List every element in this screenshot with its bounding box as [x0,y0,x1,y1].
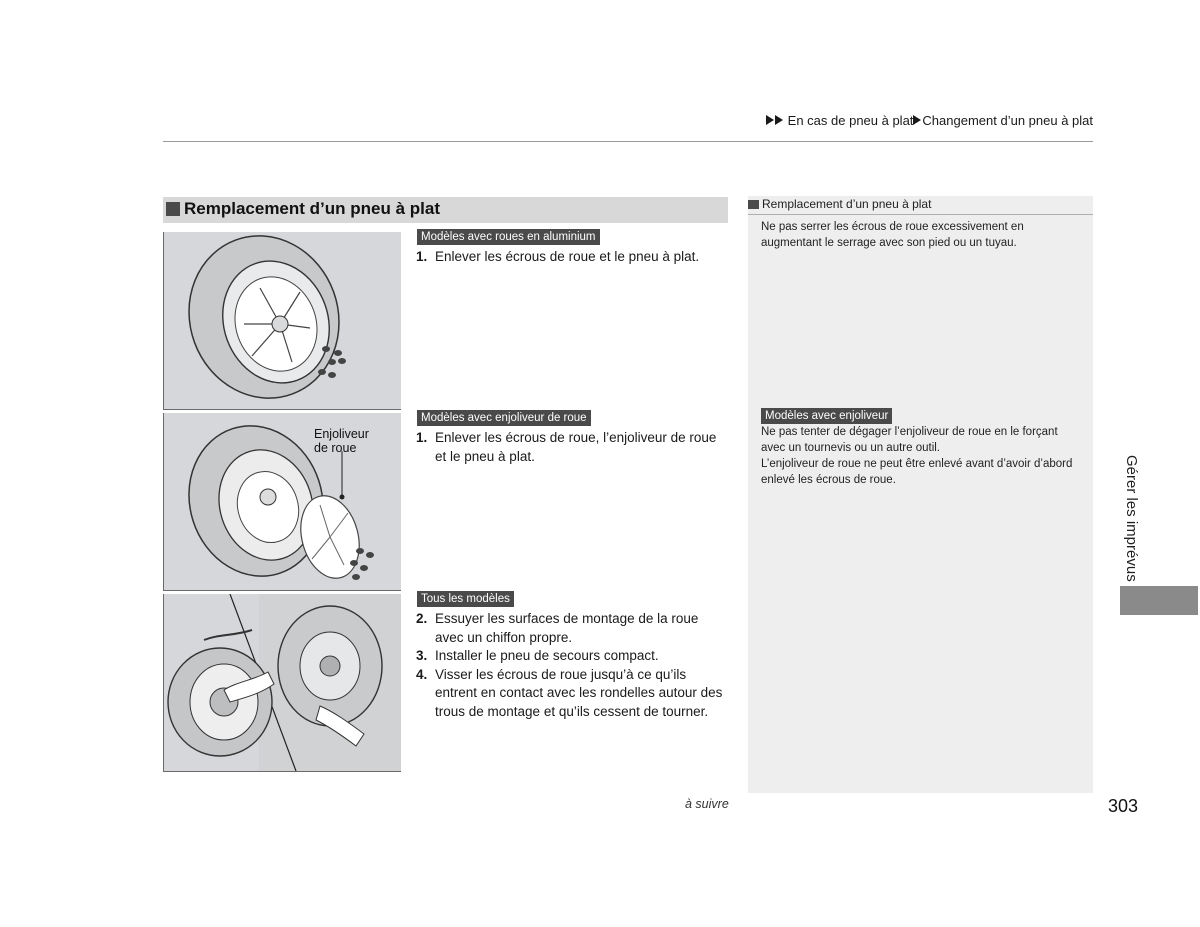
model-tag-wheel-cover: Modèles avec enjoliveur de roue [417,410,591,426]
step-text: Installer le pneu de secours compact. [435,648,659,663]
header-rule [163,141,1093,142]
step-item [416,248,730,267]
step-number: 1. [416,249,428,264]
side-note-tightening: Ne pas serrer les écrous de roue excessivement en augmentant le serrage avec son pied ou un tuyau. [761,221,1024,249]
side-note-cover [761,424,1081,488]
illustration-aluminium-wheel [163,232,401,410]
section-square-icon [166,202,180,216]
side-notes-panel [748,196,1093,793]
illustration-wipe-mount [163,594,401,772]
step-number: 3. [416,648,428,663]
chapter-tab[interactable] [1120,586,1198,615]
model-tag-all-models: Tous les modèles [417,591,514,607]
step-item [416,666,730,722]
page-number: 303 [1108,796,1139,816]
step-item [416,610,730,647]
step-item [416,647,730,666]
step-number: 4. [416,666,428,682]
step-text: Enlever les écrous de roue et le pneu à plat. [435,249,700,264]
section-header [163,197,728,223]
model-tag-aluminium: Modèles avec roues en aluminium [417,229,600,245]
steps-all-models [416,610,730,721]
breadcrumb-part-1[interactable]: En cas de pneu à plat [787,113,914,128]
breadcrumb-arrow-icon [766,115,774,125]
steps-wheel-cover [416,429,730,466]
side-notes-header [748,196,1093,215]
breadcrumb-part-2[interactable]: Changement d’un pneu à plat [922,113,1093,128]
side-note-cover-b: L’enjoliveur de roue ne peut être enlevé avant d’avoir d’abord enlevé les écrous de roue. [761,458,1073,486]
breadcrumb [766,113,1093,128]
reference-icon [748,200,759,209]
step-item [416,429,730,466]
step-number: 2. [416,611,428,626]
side-tag-wheel-cover: Modèles avec enjoliveur [761,408,892,424]
step-text: Visser les écrous de roue jusqu’à ce qu’ils entrent en contact avec les rondelles autour des trous de montage et qu’ils cessent de tourner. [435,666,723,719]
chapter-tab-label[interactable]: Gérer les imprévus [1123,455,1140,582]
breadcrumb-arrow-icon [775,115,783,125]
step-number: 1. [416,430,428,445]
step-text: Enlever les écrous de roue, l’enjoliveur de roue et le pneu à plat. [435,430,717,464]
illustration-wheel-cover [163,413,401,591]
continued-label: à suivre [685,797,729,811]
side-notes-title: Remplacement d’un pneu à plat [762,197,932,211]
step-text: Essuyer les surfaces de montage de la roue avec un chiffon propre. [435,611,699,645]
callout-wheel-cover: Enjoliveur de roue [314,427,369,455]
breadcrumb-arrow-icon [913,115,921,125]
section-title: Remplacement d’un pneu à plat [184,199,440,218]
steps-aluminium [416,248,730,267]
side-note-cover-a: Ne pas tenter de dégager l’enjoliveur de roue en le forçant avec un tournevis ou un autre outil. [761,426,1058,454]
